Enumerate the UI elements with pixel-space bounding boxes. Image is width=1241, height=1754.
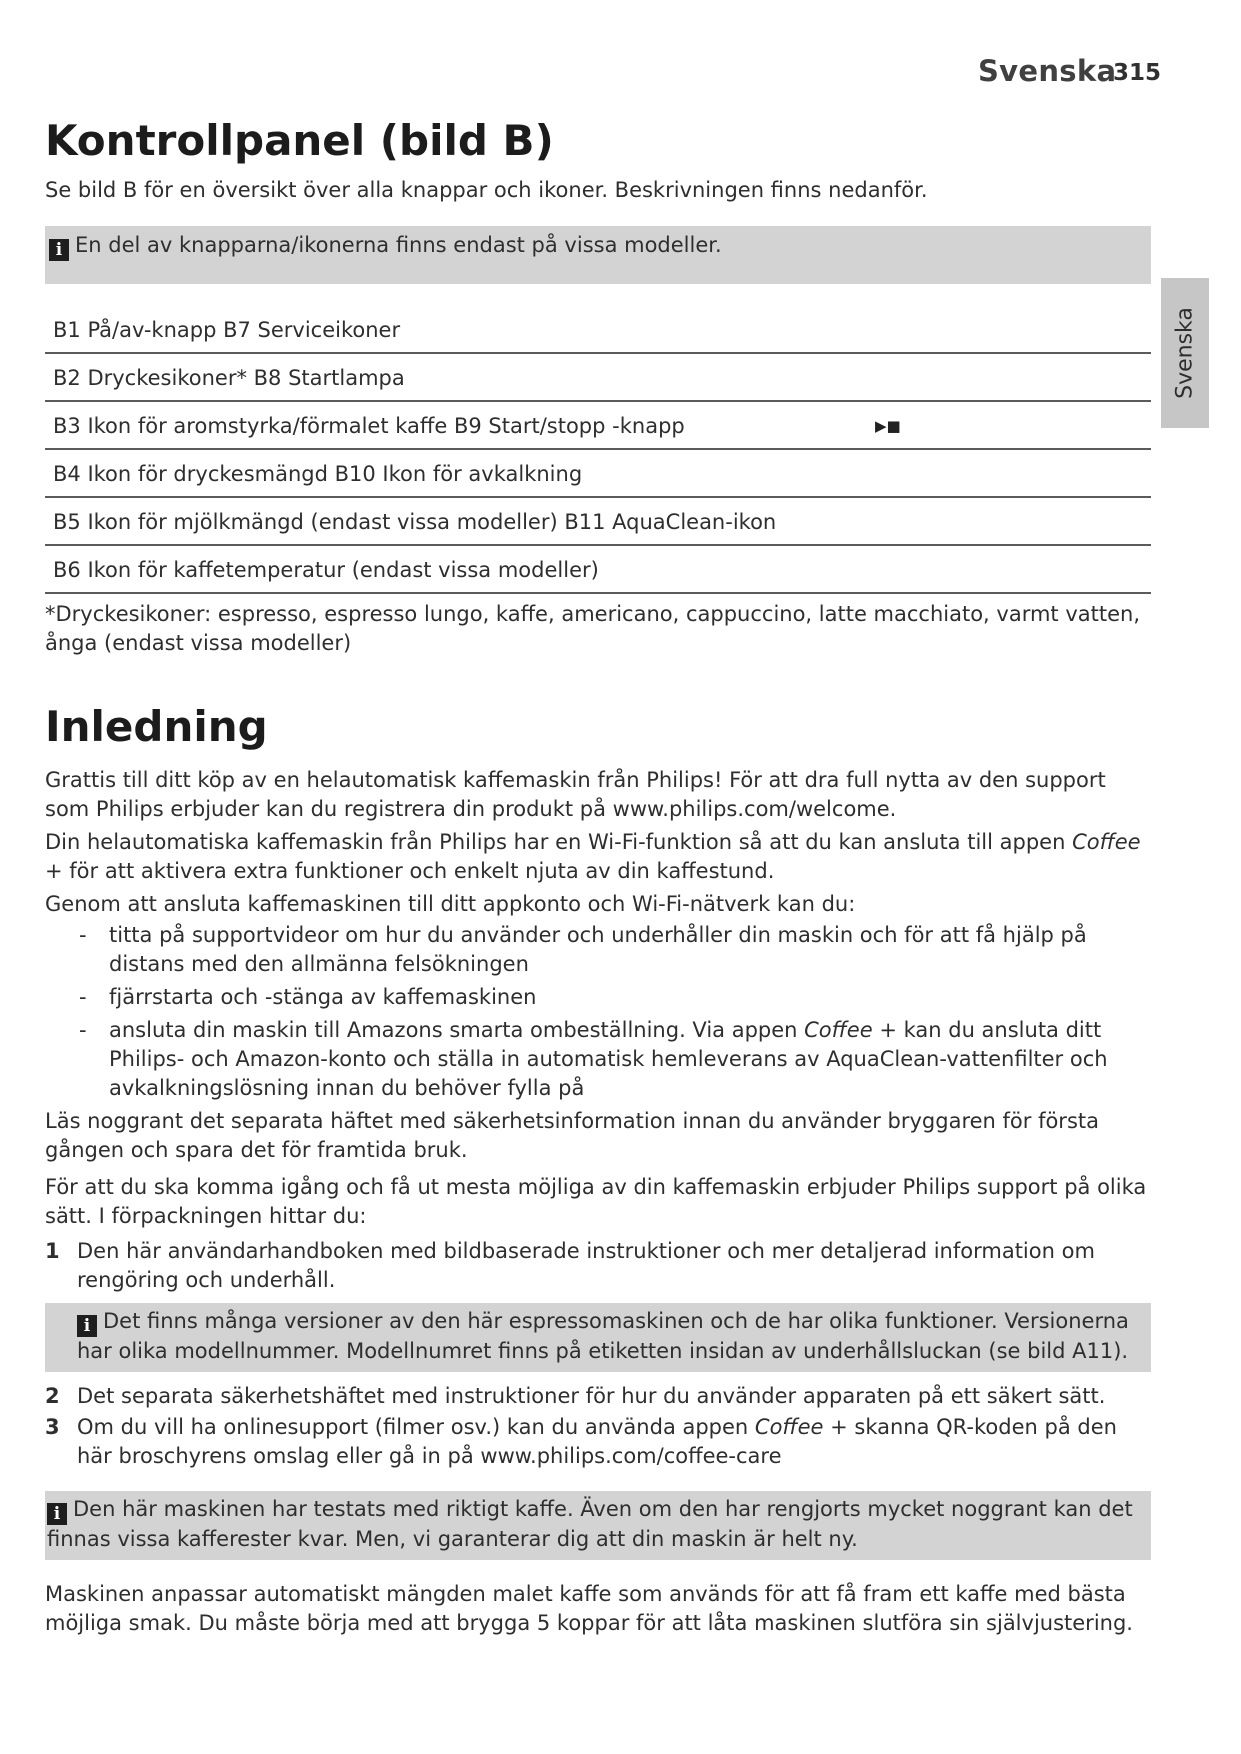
- item-number: 3: [45, 1415, 60, 1439]
- table-row: [45, 306, 1151, 354]
- control-panel-table: [45, 306, 1151, 594]
- list-item: [45, 921, 1151, 979]
- bullet-dash: -: [79, 1018, 87, 1042]
- app-name: Coffee +: [804, 1018, 897, 1042]
- note-box-tested: [45, 1491, 1151, 1560]
- bullet-dash: -: [79, 923, 87, 947]
- note-text: En del av knapparna/ikonerna finns endast på vissa modeller.: [75, 233, 722, 257]
- paragraph-app: [45, 828, 1151, 886]
- row-text: B3 Ikon för aromstyrka/förmalet kaffe B9 Start/stopp -knapp: [53, 414, 685, 438]
- row-text: B2 Dryckesikoner* B8 Startlampa: [53, 366, 405, 390]
- row-text: B6 Ikon för kaffetemperatur (endast vissa modeller): [53, 558, 599, 582]
- list-item: [45, 1016, 1151, 1103]
- numbered-item: [45, 1237, 1151, 1295]
- text: kan du ansluta ditt Philips- och Amazon-konto och ställa in automatisk hemleverans av AquaClean-vattenfilter och avkalkningslösning innan du behöver fylla på: [109, 1018, 1108, 1100]
- list-item: [45, 983, 1151, 1012]
- text: Den här användarhandboken med bildbaserade instruktioner och mer detaljerad information om rengöring och underhåll.: [77, 1239, 1095, 1292]
- bullet-dash: -: [79, 985, 87, 1009]
- text: Det separata säkerhetshäftet med instruktioner för hur du använder apparaten på ett säkert sätt.: [77, 1384, 1106, 1408]
- text: Din helautomatiska kaffemaskin från Philips har en Wi-Fi-funktion så att du kan ansluta till appen: [45, 830, 1073, 854]
- info-icon: i: [77, 1315, 97, 1337]
- item-number: 2: [45, 1384, 60, 1408]
- inledning-body: [45, 766, 1151, 1638]
- row-text: B4 Ikon för dryckesmängd B10 Ikon för avkalkning: [53, 462, 583, 486]
- side-tab-label: Svenska: [1172, 307, 1198, 399]
- table-row: [45, 402, 1151, 450]
- numbered-item: [45, 1413, 1151, 1471]
- page-number: 315: [1113, 60, 1162, 86]
- section1-intro: Se bild B för en översikt över alla knappar och ikoner. Beskrivningen finns nedanför.: [45, 178, 928, 202]
- app-name: Coffee +: [45, 830, 1141, 883]
- footnote: *Dryckesikoner: espresso, espresso lungo, kaffe, americano, cappuccino, latte macchiato, varmt vatten, ånga (endast vissa modeller): [45, 602, 1141, 655]
- note-box-versions: [45, 1303, 1151, 1372]
- text: Om du vill ha onlinesupport (filmer osv.) kan du använda appen: [77, 1415, 755, 1439]
- table-row: [45, 354, 1151, 402]
- paragraph: För att du ska komma igång och få ut mesta möjliga av din kaffemaskin erbjuder Philips support på olika sätt. I förpackningen hittar du:: [45, 1175, 1147, 1228]
- bullet-list: [45, 921, 1151, 1103]
- text: fjärrstarta och -stänga av kaffemaskinen: [109, 985, 537, 1009]
- info-icon: i: [49, 239, 69, 261]
- language-side-tab: [1161, 278, 1209, 428]
- text: titta på supportvideor om hur du använder och underhåller din maskin och för att få hjälp på distans med den allmänna felsökningen: [109, 923, 1087, 976]
- start-stop-icon: ▶■: [875, 417, 901, 435]
- numbered-item: [45, 1382, 1151, 1411]
- paragraph: Maskinen anpassar automatiskt mängden malet kaffe som används för att få fram ett kaffe med bästa möjliga smak. Du måste börja med att brygga 5 koppar för att låta maskinen slutföra sin självjustering.: [45, 1582, 1133, 1635]
- text: ansluta din maskin till Amazons smarta ombeställning. Via appen: [109, 1018, 805, 1042]
- info-icon: i: [47, 1503, 67, 1525]
- header-language: Svenska: [978, 54, 1117, 88]
- note-box-models: [45, 226, 1151, 284]
- row-text: B5 Ikon för mjölkmängd (endast vissa modeller) B11 AquaClean-ikon: [53, 510, 777, 534]
- section-title-inledning: Inledning: [45, 702, 268, 751]
- table-row: [45, 498, 1151, 546]
- note-text: Den här maskinen har testats med riktigt kaffe. Även om den har rengjorts mycket noggrant kan det finnas vissa kafferester kvar. Men, vi garanterar dig att din maskin är helt ny.: [47, 1497, 1133, 1551]
- row-text: B1 På/av-knapp B7 Serviceikoner: [53, 318, 401, 342]
- note-text: Det finns många versioner av den här espressomaskinen och de har olika funktioner. Versionerna har olika modellnummer. Modellnumret finns på etiketten insidan av underhållsluckan (se bild A11).: [77, 1309, 1129, 1363]
- section-title-kontrollpanel: Kontrollpanel (bild B): [45, 116, 554, 165]
- text: skanna QR-koden på den här broschyrens omslag eller gå in på www.philips.com/coffee-care: [77, 1415, 1117, 1468]
- table-row: [45, 450, 1151, 498]
- paragraph: Genom att ansluta kaffemaskinen till ditt appkonto och Wi-Fi-nätverk kan du:: [45, 892, 856, 916]
- paragraph: Grattis till ditt köp av en helautomatisk kaffemaskin från Philips! För att dra full nytta av den support som Philips erbjuder kan du registrera din produkt på www.philips.com/welcome.: [45, 768, 1106, 821]
- app-name: Coffee +: [754, 1415, 848, 1439]
- table-row: [45, 546, 1151, 594]
- paragraph: Läs noggrant det separata häftet med säkerhetsinformation innan du använder bryggaren för första gången och spara det för framtida bruk.: [45, 1109, 1099, 1162]
- text: för att aktivera extra funktioner och enkelt njuta av din kaffestund.: [62, 859, 775, 883]
- item-number: 1: [45, 1239, 60, 1263]
